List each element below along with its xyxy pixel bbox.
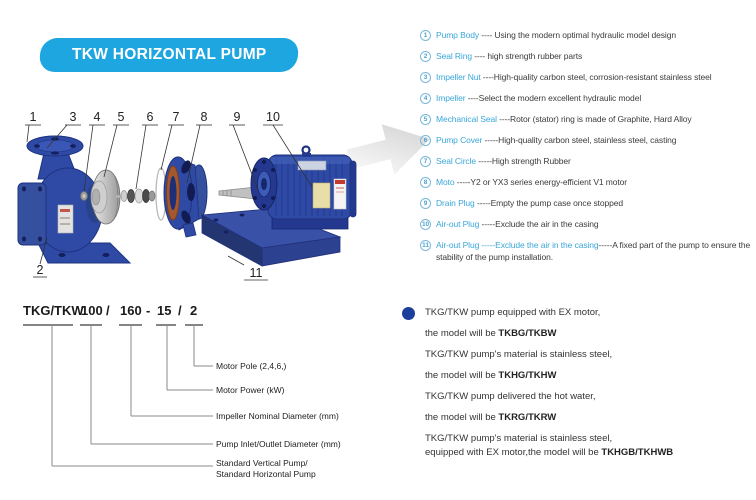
callout-9: 9 — [233, 110, 241, 124]
model-code-separator: / — [178, 303, 182, 318]
model-label-inlet-outlet: Pump Inlet/Outlet Diameter (mm) — [216, 439, 341, 449]
model-code-pole: 2 — [190, 303, 198, 318]
part-number-badge: 9 — [420, 198, 431, 209]
parts-list-item — [420, 218, 754, 230]
part-name: Impeller Nut — [436, 72, 481, 82]
note-line: the model will be TKRG/TKRW — [425, 412, 557, 423]
model-label-motor-power: Motor Power (kW) — [216, 385, 285, 395]
part-number-badge: 4 — [420, 93, 431, 104]
part-desc: -----A fixed part of the pump to ensure the stability of the pump installation. — [436, 240, 751, 262]
model-code-bold: TKHGB/TKHWB — [601, 447, 674, 458]
parts-list-item — [420, 155, 754, 167]
part-name: Air-out Plug — [436, 219, 480, 229]
model-code-inlet: 100 — [81, 303, 103, 318]
part-desc: -----Empty the pump case once stopped — [474, 198, 624, 208]
note-line: TKG/TKW pump's material is stainless steel, — [425, 433, 613, 444]
callout-3: 3 — [69, 110, 77, 124]
part-number-badge: 1 — [420, 30, 431, 41]
callout-7: 7 — [172, 110, 180, 124]
note-line: TKG/TKW pump delivered the hot water, — [425, 391, 596, 402]
part-number-badge: 3 — [420, 72, 431, 83]
part-number-badge: 7 — [420, 156, 431, 167]
model-code-impeller: 160 — [120, 303, 142, 318]
part-name: Pump Cover — [436, 135, 483, 145]
model-label-pump-type-line1: Standard Vertical Pump/ — [216, 458, 308, 468]
part-desc: ----Rotor (stator) ring is made of Graphite, Hard Alloy — [496, 114, 692, 124]
model-label-impeller-dia: Impeller Nominal Diameter (mm) — [216, 411, 339, 421]
mechanical-seal-parts — [116, 189, 156, 203]
parts-list-item — [420, 29, 754, 41]
part-desc: ---- high strength rubber parts — [471, 51, 583, 61]
model-code-bold: TKBG/TKBW — [498, 328, 557, 339]
part-name: Moto — [436, 177, 455, 187]
model-code-separator: - — [146, 303, 151, 318]
callout-1: 1 — [29, 110, 37, 124]
callout-5: 5 — [117, 110, 125, 124]
callout-10: 10 — [266, 110, 280, 124]
parts-list — [420, 29, 754, 272]
page-title: TKW HORIZONTAL PUMP — [71, 46, 267, 63]
part-desc: -----High strength Rubber — [476, 156, 571, 166]
callout-8: 8 — [200, 110, 208, 124]
part-name: Seal Ring — [436, 51, 472, 61]
pump-exploded-diagram — [10, 95, 440, 295]
parts-list-item — [420, 134, 754, 146]
note-line: TKG/TKW pump's material is stainless steel, — [425, 349, 613, 360]
title-banner — [39, 38, 300, 72]
callout-6: 6 — [146, 110, 154, 124]
part-desc: ----Select the modern excellent hydraulic model — [465, 93, 642, 103]
bullet-dot-icon — [402, 307, 415, 320]
part-number-badge: 2 — [420, 51, 431, 62]
part-name: Drain Plug — [436, 198, 475, 208]
part-name: Mechanical Seal — [436, 114, 497, 124]
impeller-nut — [81, 192, 88, 201]
model-code-power: 15 — [157, 303, 172, 318]
part-desc: ---- Using the modern optimal hydraulic model design — [479, 30, 676, 40]
model-code-bold: TKRG/TKRW — [498, 412, 557, 423]
model-code-series: TKG/TKW — [23, 303, 84, 318]
parts-list-item — [420, 197, 754, 209]
parts-list-item — [420, 50, 754, 62]
part-desc: -----Y2 or YX3 series energy-efficient V1 motor — [454, 177, 628, 187]
note-line: TKG/TKW pump equipped with EX motor, — [425, 307, 601, 318]
callout-11: 11 — [249, 266, 263, 280]
note-line: the model will be TKHG/TKHW — [425, 370, 557, 381]
model-label-motor-pole: Motor Pole (2,4,6,) — [216, 361, 287, 371]
callout-2: 2 — [36, 263, 44, 277]
part-desc: ----High-quality carbon steel, corrosion-resistant stainless steel — [480, 72, 712, 82]
part-name: Air-out Plug -----Exclude the air in the casing — [436, 240, 599, 250]
model-code-separator: / — [106, 303, 110, 318]
parts-list-item — [420, 176, 754, 188]
model-label-pump-type-line2: Standard Horizontal Pump — [216, 469, 316, 479]
callout-4: 4 — [93, 110, 101, 124]
parts-list-item — [420, 71, 754, 83]
part-desc: -----Exclude the air in the casing — [479, 219, 599, 229]
model-variant-notes — [425, 306, 755, 467]
part-number-badge: 10 — [421, 221, 430, 228]
part-desc: -----High-quality carbon steel, stainless steel, casting — [482, 135, 677, 145]
note-line: the model will be TKBG/TKBW — [425, 328, 557, 339]
part-number-badge: 6 — [420, 135, 431, 146]
parts-list-item — [420, 92, 754, 104]
part-name: Pump Body — [436, 30, 480, 40]
part-name: Seal Circle — [436, 156, 476, 166]
model-code-bold: TKHG/TKHW — [498, 370, 557, 381]
parts-list-item — [420, 239, 754, 263]
note-line: equipped with EX motor,the model will be TKHGB/TKHWB — [425, 447, 674, 458]
model-label-pump-type — [216, 458, 316, 480]
part-number-badge: 11 — [420, 240, 431, 251]
part-number-badge: 5 — [420, 114, 431, 125]
part-number-badge: 8 — [420, 177, 431, 188]
part-name: Impeller — [436, 93, 466, 103]
parts-list-item — [420, 113, 754, 125]
pump-cover — [164, 157, 207, 237]
